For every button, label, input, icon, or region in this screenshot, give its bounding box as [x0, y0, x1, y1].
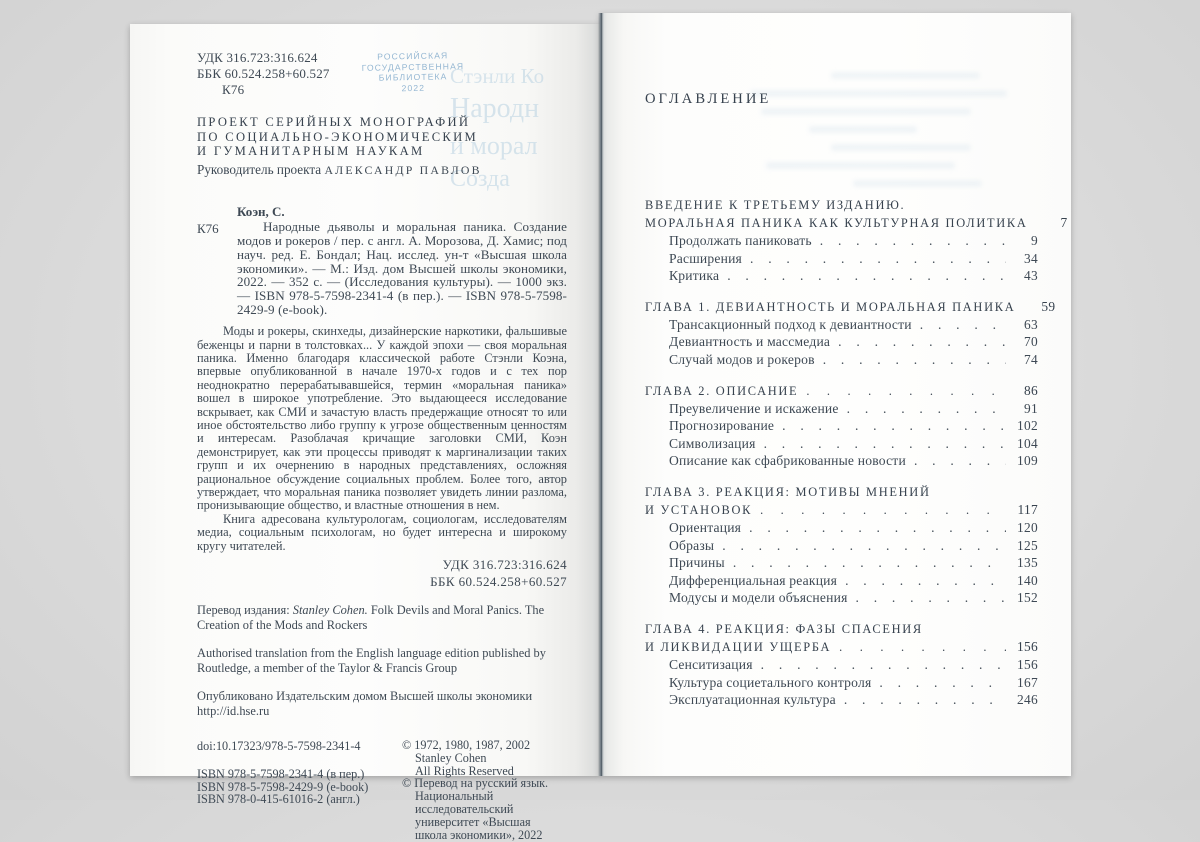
dot-leader: [845, 572, 1006, 590]
toc-item-label: Символизация: [669, 435, 756, 451]
project-lead-line: [197, 162, 567, 178]
toc-item-row: [645, 519, 1038, 537]
toc-page-number: 63: [1024, 316, 1038, 332]
toc-section-row: [645, 483, 1038, 501]
classification-codes: [197, 50, 567, 98]
copyright-line: школа экономики», 2022: [415, 827, 543, 842]
toc-item-label: Дифференциальная реакция: [669, 572, 838, 588]
toc-item-label: Причины: [669, 555, 725, 571]
toc-section-row: [645, 298, 1056, 316]
bbk-code: ББК 60.524.258+60.527: [197, 66, 330, 81]
dot-leader: [764, 435, 1006, 453]
bbk-code-right: ББК 60.524.258+60.527: [430, 573, 567, 589]
project-lead-name: АЛЕКСАНДР ПАВЛОВ: [324, 162, 482, 177]
toc-page-number: 246: [1017, 692, 1038, 708]
toc-page-number: 34: [1024, 250, 1038, 266]
toc-list: [645, 196, 1068, 709]
dot-leader: [760, 501, 1006, 519]
toc-item-label: Описание как сфабрикованные новости: [669, 453, 906, 469]
annotation: [197, 325, 567, 553]
stamp-line: БИБЛИОТЕКА: [378, 71, 448, 83]
dot-leader: [782, 417, 1006, 435]
bibliographic-entry: [197, 204, 567, 317]
toc-page-number: 102: [1017, 418, 1038, 434]
isbn-line: ISBN 978-5-7598-2429-9 (e-book): [197, 779, 369, 794]
toc-page-number: 125: [1017, 537, 1038, 553]
series-project-line: ПРОЕКТ СЕРИЙНЫХ МОНОГРАФИЙ: [197, 115, 471, 129]
toc-section-label: ГЛАВА 3. РЕАКЦИЯ: МОТИВЫ МНЕНИЙ: [645, 484, 931, 499]
toc-item-label: Девиантность и массмедиа: [669, 334, 831, 350]
ghost-line: Стэнли Ко: [450, 64, 545, 88]
dot-leader: [844, 691, 1006, 709]
toc-section-label: ГЛАВА 1. ДЕВИАНТНОСТЬ И МОРАЛЬНАЯ ПАНИКА: [645, 299, 1016, 314]
isbn-line: ISBN 978-5-7598-2341-4 (в пер.): [197, 767, 365, 782]
toc-page-number: 43: [1024, 268, 1038, 284]
imprint-content: [197, 50, 567, 841]
copyright-column: [402, 739, 567, 841]
isbn-list: [197, 768, 402, 806]
imprint-bottom: [197, 739, 567, 841]
doi-line: doi:10.17323/978-5-7598-2341-4: [197, 739, 361, 754]
ghost-line: Народн: [450, 93, 540, 125]
toc-section-label: ГЛАВА 2. ОПИСАНИЕ: [645, 383, 799, 398]
toc-section-label: ВВЕДЕНИЕ К ТРЕТЬЕМУ ИЗДАНИЮ.: [645, 198, 906, 212]
dot-leader: [733, 554, 1006, 572]
publisher-url: http://id.hse.ru: [197, 704, 270, 719]
book-spine: [598, 13, 604, 776]
toc-item-label: Трансакционный подход к девиантности: [669, 316, 912, 332]
toc-item-row: [645, 572, 1038, 590]
toc-item-label: Случай модов и рокеров: [669, 351, 815, 367]
udk-code: УДК 316.723:316.624: [197, 50, 318, 65]
toc-section-label: МОРАЛЬНАЯ ПАНИКА КАК КУЛЬТУРНАЯ ПОЛИТИКА: [645, 216, 1028, 230]
right-page: [600, 13, 1071, 776]
toc-section-label: И УСТАНОВОК: [645, 502, 753, 517]
toc-section-row: [645, 638, 1038, 656]
copyright-line: © 1972, 1980, 1987, 2002: [402, 738, 531, 753]
toc-item-label: Модусы и модели объяснения: [669, 590, 848, 606]
series-project-lines: [197, 115, 567, 159]
series-project-block: [197, 115, 567, 178]
copyright-line: All Rights Reserved: [415, 763, 514, 778]
toc-heading: ОГЛАВЛЕНИЕ: [645, 91, 772, 107]
toc-item-label: Образы: [669, 537, 715, 553]
copyright-line: Национальный: [415, 789, 494, 804]
toc-group: [645, 382, 1038, 470]
toc-item-label: Преувеличение и искажение: [669, 400, 839, 416]
copyright-line: Stanley Cohen: [415, 750, 487, 765]
toc-section-row: [645, 214, 1068, 232]
toc-item-row: [645, 435, 1038, 453]
toc-item-row: [645, 351, 1038, 369]
toc-page-number: 104: [1017, 435, 1038, 451]
isbn-line: ISBN 978-0-415-61016-2 (англ.): [197, 792, 360, 807]
dot-leader: [856, 589, 1006, 607]
toc-item-row: [645, 250, 1038, 268]
dot-leader: [722, 537, 1006, 555]
dot-leader: [750, 250, 1006, 268]
dot-leader: [920, 316, 1006, 334]
classification-codes-right: [197, 557, 567, 590]
dot-leader: [823, 351, 1006, 369]
dot-leader: [847, 400, 1006, 418]
toc-item-row: [645, 333, 1038, 351]
translation-prefix: Перевод издания:: [197, 603, 293, 618]
toc-item-label: Прогнозирование: [669, 418, 775, 434]
toc-section-row: [645, 501, 1038, 519]
toc-item-row: [645, 232, 1038, 250]
toc-item-row: [645, 452, 1038, 470]
stamp-line: РОССИЙСКАЯ: [377, 50, 449, 62]
dot-leader: [820, 232, 1006, 250]
toc-item-row: [645, 267, 1038, 285]
toc-page-number: 59: [1041, 298, 1056, 314]
toc-item-row: [645, 537, 1038, 555]
bib-author: Коэн, С.: [237, 203, 285, 219]
dot-leader: [749, 519, 1006, 537]
toc-group: [645, 196, 1068, 285]
udk-code-right: УДК 316.723:316.624: [442, 557, 567, 573]
toc-group: [645, 620, 1038, 709]
translation-author: Stanley Cohen.: [292, 603, 368, 618]
toc-item-row: [645, 691, 1038, 709]
doi-isbn-column: [197, 739, 402, 841]
toc-content: [645, 91, 1068, 709]
dot-leader: [914, 452, 1006, 470]
toc-page-number: 156: [1017, 656, 1038, 672]
toc-page-number: 91: [1024, 400, 1038, 416]
dot-leader: [806, 382, 1006, 400]
toc-item-row: [645, 316, 1038, 334]
copyright-line: © Перевод на русский язык.: [402, 776, 549, 791]
translation-title: Folk Devils and Moral Panics. The Creation of the Mods and Rockers: [197, 603, 545, 633]
toc-page-number: 7: [1060, 215, 1068, 230]
toc-group: [645, 483, 1038, 607]
toc-page-number: 156: [1017, 638, 1038, 654]
publisher-line: Опубликовано Издательским домом Высшей школы экономики: [197, 689, 533, 704]
ghost-line: Созда: [450, 166, 510, 193]
copyright-line: исследовательский: [415, 802, 514, 817]
toc-section-label: И ЛИКВИДАЦИИ УЩЕРБА: [645, 639, 832, 654]
toc-page-number: 117: [1017, 501, 1038, 517]
project-lead-label: Руководитель проекта: [197, 161, 325, 177]
series-project-line: ПО СОЦИАЛЬНО-ЭКОНОМИЧЕСКИМ: [197, 129, 479, 144]
authorised-translation-note: Authorised translation from the English language edition published by Routledge, a member of the Taylor & Francis Group: [197, 646, 546, 676]
publisher-note: [197, 689, 567, 719]
translation-source-note: [197, 603, 567, 633]
toc-group: [645, 298, 1056, 369]
series-project-line: И ГУМАНИТАРНЫМ НАУКАМ: [197, 144, 425, 159]
bib-entry-text: Народные дьяволы и моральная паника. Создание модов и рокеров / пер. с англ. А. Морозова, Д. Хамис; под науч. ред. Е. Бондал; Нац. исслед. ун-т «Высшая школа экономики». — М.: Изд. дом Высшей школы экономики, 2022. — 352 с. — (Исследования культуры). — 1000 экз. — ISBN 978-5-7598-2341-4 (в пер.). — ISBN 978-5-7598-2429-9 (e-book).: [237, 218, 567, 318]
toc-page-number: 152: [1017, 590, 1038, 606]
dot-leader: [839, 638, 1006, 656]
toc-item-row: [645, 589, 1038, 607]
bib-entry-code: К76: [197, 220, 219, 236]
dot-leader: [727, 267, 1006, 285]
toc-page-number: 109: [1017, 453, 1038, 469]
toc-item-label: Расширения: [669, 250, 743, 266]
toc-item-row: [645, 400, 1038, 418]
toc-page-number: 74: [1024, 351, 1038, 367]
toc-section-row: [645, 196, 1038, 214]
toc-item-label: Ориентация: [669, 519, 742, 535]
dot-leader: [761, 656, 1006, 674]
left-page: [130, 24, 600, 842]
stamp-line: 2022: [401, 82, 426, 93]
toc-item-row: [645, 656, 1038, 674]
toc-item-row: [645, 554, 1038, 572]
toc-item-row: [645, 674, 1038, 692]
toc-section-row: [645, 620, 1038, 638]
toc-item-label: Эксплуатационная культура: [669, 692, 836, 708]
author-sign-code: К76: [222, 82, 245, 97]
annotation-paragraph-1: Моды и рокеры, скинхеды, дизайнерские наркотики, фальшивые беженцы и парни в толстовках... У каждой эпохи — своя моральная паника. Именно благодаря классической работе Стэнли Коэна, впервые опубликованной в начале 1970-х годов и с тех пор неоднократно перерабатывавшейся, термин «моральная паника» вошел в широкое употребление. Это выдающееся исследование вскрывает, как СМИ и зачастую власть предержащие относят то или иное обстоятельство либо группу к угрозе общественным ценностям и интересам. Разоблачая кричащие заголовки СМИ, Коэн демонстрирует, как эти процессы приводят к маргинализации таких групп и их очернению в народных представлениях, осложняя рациональное обсуждение социальных проблем. Более того, автор утверждает, что моральная паника позволяет увидеть линии разлома, пронизывающие общество, и властные отношения в нем.: [197, 324, 567, 513]
stamp-line: ГОСУДАРСТВЕННАЯ: [361, 60, 465, 73]
copyright-line: университет «Высшая: [415, 814, 531, 829]
toc-section-label: ГЛАВА 4. РЕАКЦИЯ: ФАЗЫ СПАСЕНИЯ: [645, 621, 923, 636]
toc-page-number: 120: [1017, 519, 1038, 535]
toc-page-number: 86: [1024, 382, 1038, 398]
dot-leader: [838, 333, 1006, 351]
toc-page-number: 140: [1017, 572, 1038, 588]
toc-item-label: Сенситизация: [669, 656, 753, 672]
toc-page-number: 70: [1024, 334, 1038, 350]
toc-page-number: 9: [1031, 233, 1038, 248]
toc-item-label: Критика: [669, 268, 720, 284]
annotation-paragraph-2: Книга адресована культурологам, социологам, исследователям медиа, социальным психологам, но будет интересна и широкому кругу читателей.: [197, 511, 567, 553]
dot-leader: [879, 674, 1006, 692]
toc-item-label: Культура социетального контроля: [669, 674, 872, 690]
toc-item-row: [645, 417, 1038, 435]
toc-section-row: [645, 382, 1038, 400]
ghost-line: и морал: [450, 131, 538, 161]
toc-item-label: Продолжать паниковать: [669, 233, 812, 248]
toc-page-number: 167: [1017, 674, 1038, 690]
toc-page-number: 135: [1017, 555, 1038, 571]
